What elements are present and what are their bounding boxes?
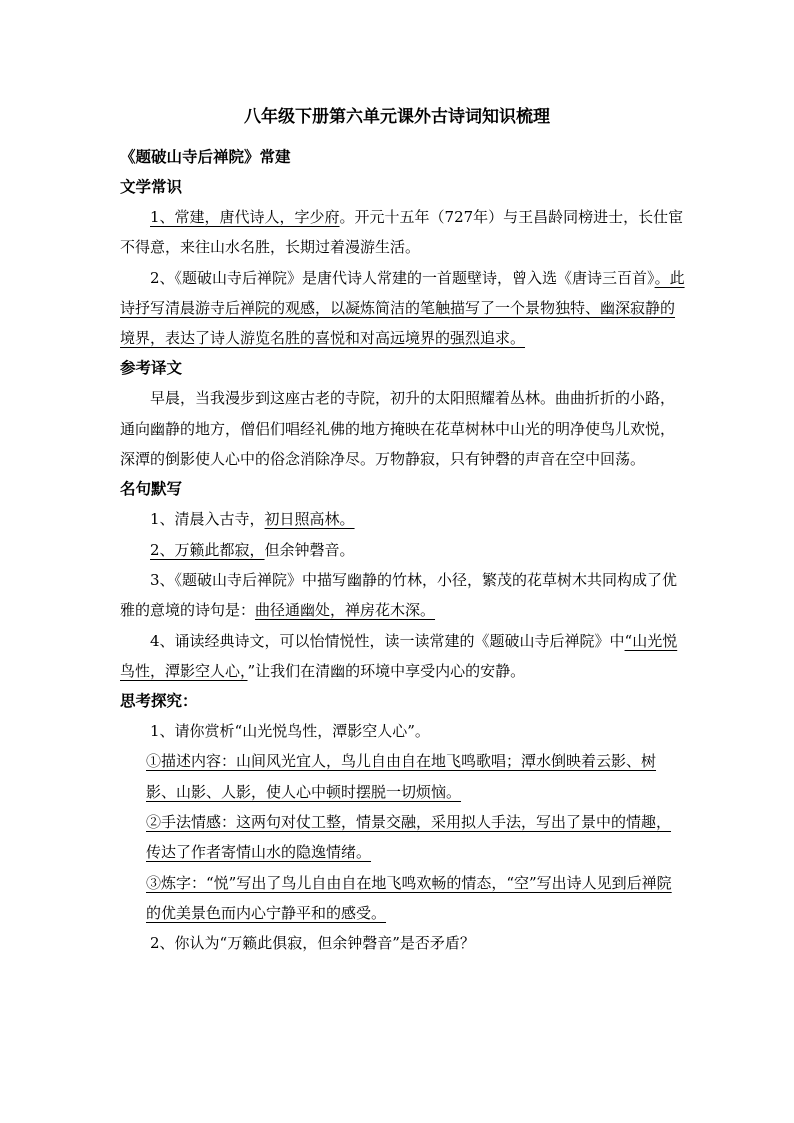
explore-answer-1-text: ①描述内容：山间风光宜人，鸟儿自由自在地飞鸣歌唱；潭水倒映着云影、树影、山影、人影，使人心中顿时摆脱一切烦恼。 xyxy=(146,752,657,801)
translation-paragraph: 早晨，当我漫步到这座古老的寺院，初升的太阳照耀着丛林。曲曲折折的小路，通向幽静的地方，僧侣们唱经礼佛的地方掩映在花草树林中山光的明净使鸟儿欢悦，深潭的倒影使人心中的俗念消除净尽。万物静寂，只有钟磬的声音在空中回荡。 xyxy=(120,389,676,469)
recitation-3-answer: 曲径通幽处，禅房花木深。 xyxy=(255,601,436,620)
poem-summary-underlined: 。此诗抒写清晨游寺后禅院的观感，以凝炼简洁的笔触描写了一个景物独特、幽深寂静的境界，表达了诗人游览名胜的喜悦和对高远境界的强烈追求。 xyxy=(120,268,685,348)
explore-answer-3 xyxy=(120,868,685,929)
literary-paragraph-2 xyxy=(120,263,685,354)
poem-intro: 2、《题破山寺后禅院》是唐代诗人常建的一首题壁诗，曾入选《唐诗三百首》 xyxy=(150,268,655,287)
explore-answer-1 xyxy=(120,746,685,807)
literary-paragraph-1 xyxy=(120,202,685,263)
recitation-3-prompt: 3、《题破山寺后禅院》中描写幽静的竹林，小径，繁茂的花草树木共同构成了优雅的意境的诗句是： xyxy=(120,570,678,620)
recitation-item-3 xyxy=(120,565,685,626)
author-info-underlined: 1、常建，唐代诗人，字少府 xyxy=(150,208,340,226)
recitation-4-tail: ”让我们在清幽的环境中享受内心的安静。 xyxy=(247,661,526,680)
section-heading-translation: 参考译文 xyxy=(120,358,183,378)
recitation-2-prompt: 但余钟磬音。 xyxy=(264,540,355,559)
recitation-2-answer: 2、万籁此都寂， xyxy=(150,540,265,559)
recitation-4-prompt: 4、诵读经典诗文，可以怡情悦性，读一读常建的《题破山寺后禅院》中 xyxy=(150,631,625,650)
document-title: 八年级下册第六单元课外古诗词知识梳理 xyxy=(244,107,550,127)
explore-answer-2 xyxy=(120,807,685,868)
explore-answer-2-text: ②手法情感：这两句对仗工整，情景交融，采用拟人手法，写出了景中的情趣，传达了作者寄情山水的隐逸情绪。 xyxy=(146,813,672,862)
section-heading-literary: 文学常识 xyxy=(120,177,183,196)
explore-question-1: 1、请你赏析“山光悦鸟性，潭影空人心”。 xyxy=(150,722,430,741)
section-heading-explore: 思考探究： xyxy=(120,691,198,711)
recitation-item-2 xyxy=(120,535,685,565)
explore-answer-3-text: ③炼字：“悦”写出了鸟儿自由自在地飞鸣欢畅的情态，“空”写出诗人见到后禅院的优美景色而内心宁静平和的感受。 xyxy=(146,873,672,922)
recitation-1-prompt: 1、清晨入古寺， xyxy=(150,510,265,529)
recitation-1-answer: 初日照高林。 xyxy=(264,510,355,529)
recitation-4-answer: “山光悦鸟性，潭影空人心， xyxy=(120,631,678,680)
poem-heading: 《题破山寺后禅院》常建 xyxy=(120,147,291,166)
author-info-rest: 。开元十五年（727年）与王昌龄同榜进士，长仕宦不得意，来往山水名胜，长期过着漫游生活。 xyxy=(120,208,684,257)
document-body xyxy=(120,142,685,959)
recitation-item-4 xyxy=(120,626,685,687)
recitation-item-1 xyxy=(120,504,685,534)
explore-question-2: 2、你认为“万籁此俱寂，但余钟磬音”是否矛盾？ xyxy=(150,934,475,953)
section-heading-recitation: 名句默写 xyxy=(120,479,183,499)
